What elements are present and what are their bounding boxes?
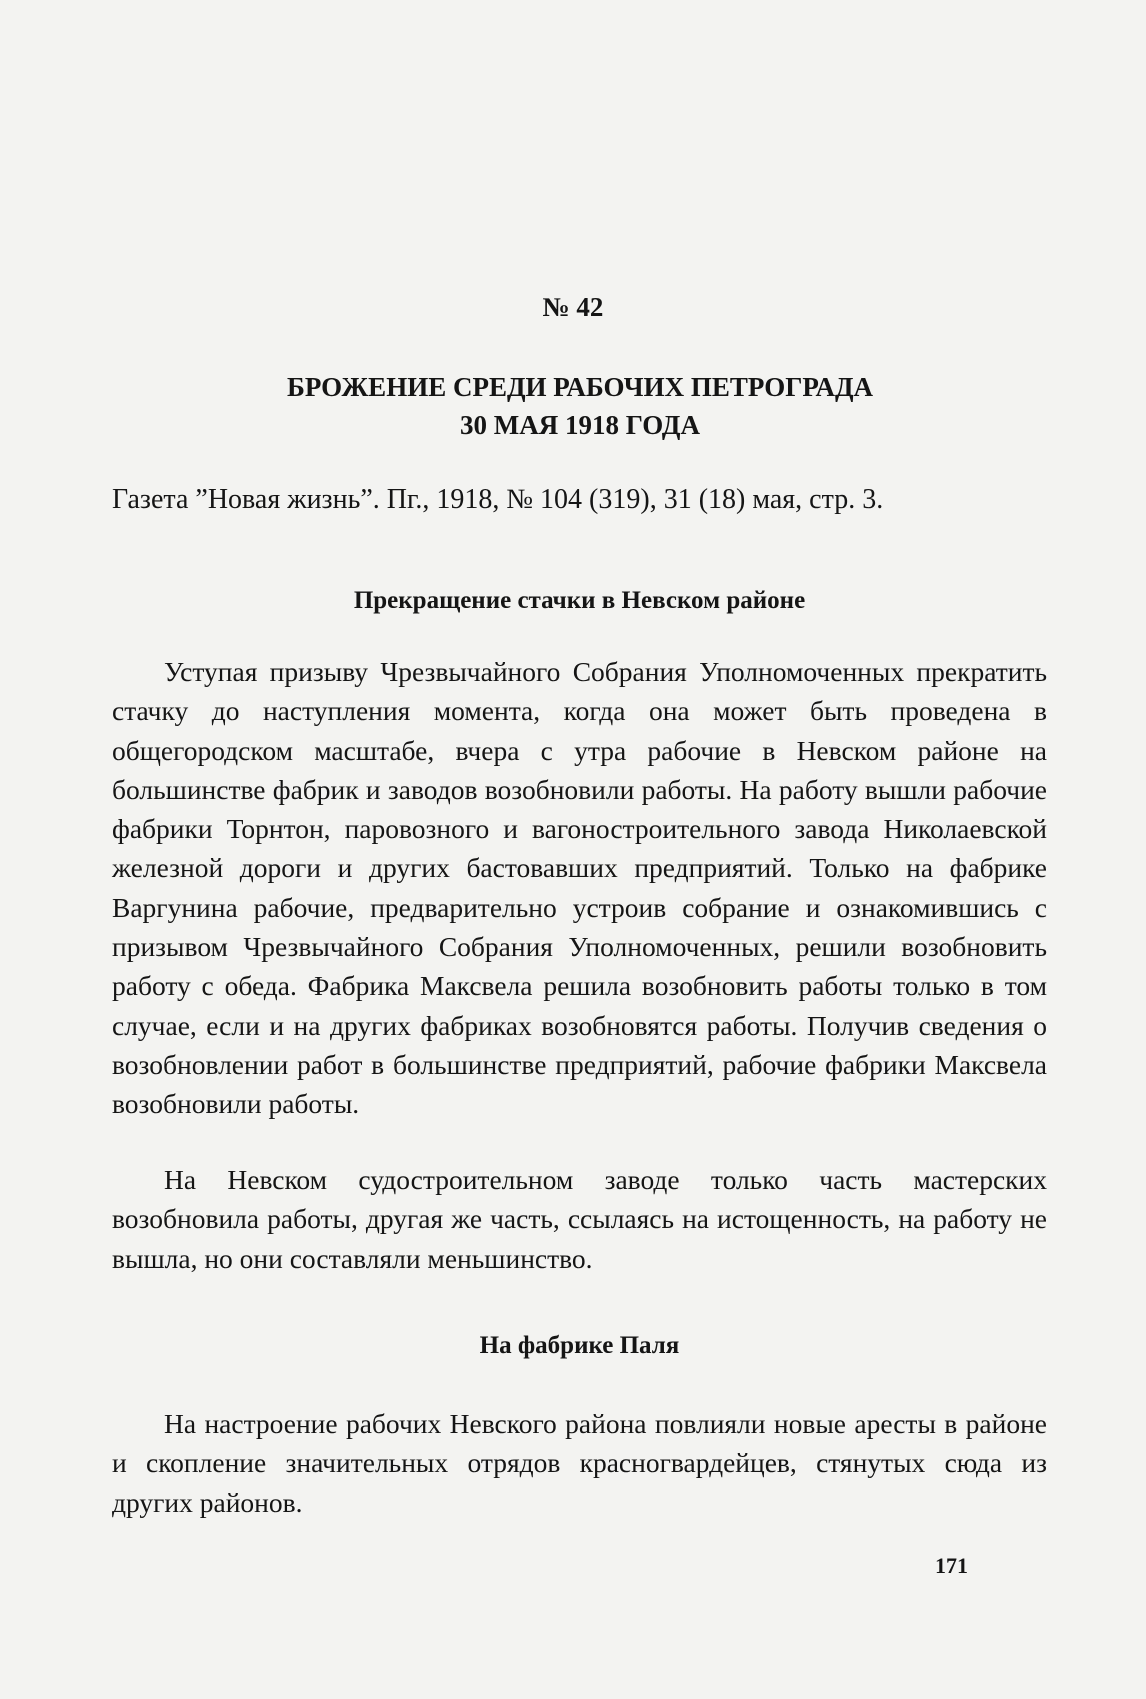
title-line-1: БРОЖЕНИЕ СРЕДИ РАБОЧИХ ПЕТРОГРАДА [286,372,874,402]
section-heading-strike-end: Прекращение стачки в Невском районе [353,587,806,614]
paragraph: Уступая призыву Чрезвычайного Собрания Уполномоченных прекратить стачку до наступления момента, когда она может быть проведена в общегородском масштабе, вчера с утра рабочие в Невском районе на большинстве фабрик и заводов возобновили работы. На работу вышли рабочие фабрики Торнтон, паровозного и вагоностроительного завода Николаевской железной дороги и других бастовавших предприятий. Только на фабрике Варгунина рабочие, предварительно устроив собрание и ознакомившись с призывом Чрезвычайного Собрания Уполномоченных, решили возобновить работу с обеда. Фабрика Максвела решила возобновить работы только в том случае, если и на других фабриках возобновятся работы. Получив сведения о возобновлении работ в большинстве предприятий, рабочие фабрики Максвела возобновили работы. [112,656,1047,1120]
title-line-2: 30 МАЯ 1918 ГОДА [460,410,700,440]
section-heading-pal-factory: На фабрике Паля [479,1332,680,1359]
document-title [110,368,1050,444]
page-number: 171 [935,1553,968,1578]
paragraph: На настроение рабочих Невского района повлияли новые аресты в районе и скопление значительных отрядов красногвардейцев, стянутых сюда из других районов. [112,1408,1047,1518]
document-number: № 42 [542,292,604,322]
source-citation: Газета ”Новая жизнь”. Пг., 1918, № 104 (319), 31 (18) мая, стр. 3. [112,484,884,515]
paragraph: На Невском судостроительном заводе только часть мастерских возобновила работы, другая же часть, ссылаясь на истощенность, на работу не вышла, но они составляли меньшинство. [112,1164,1047,1274]
